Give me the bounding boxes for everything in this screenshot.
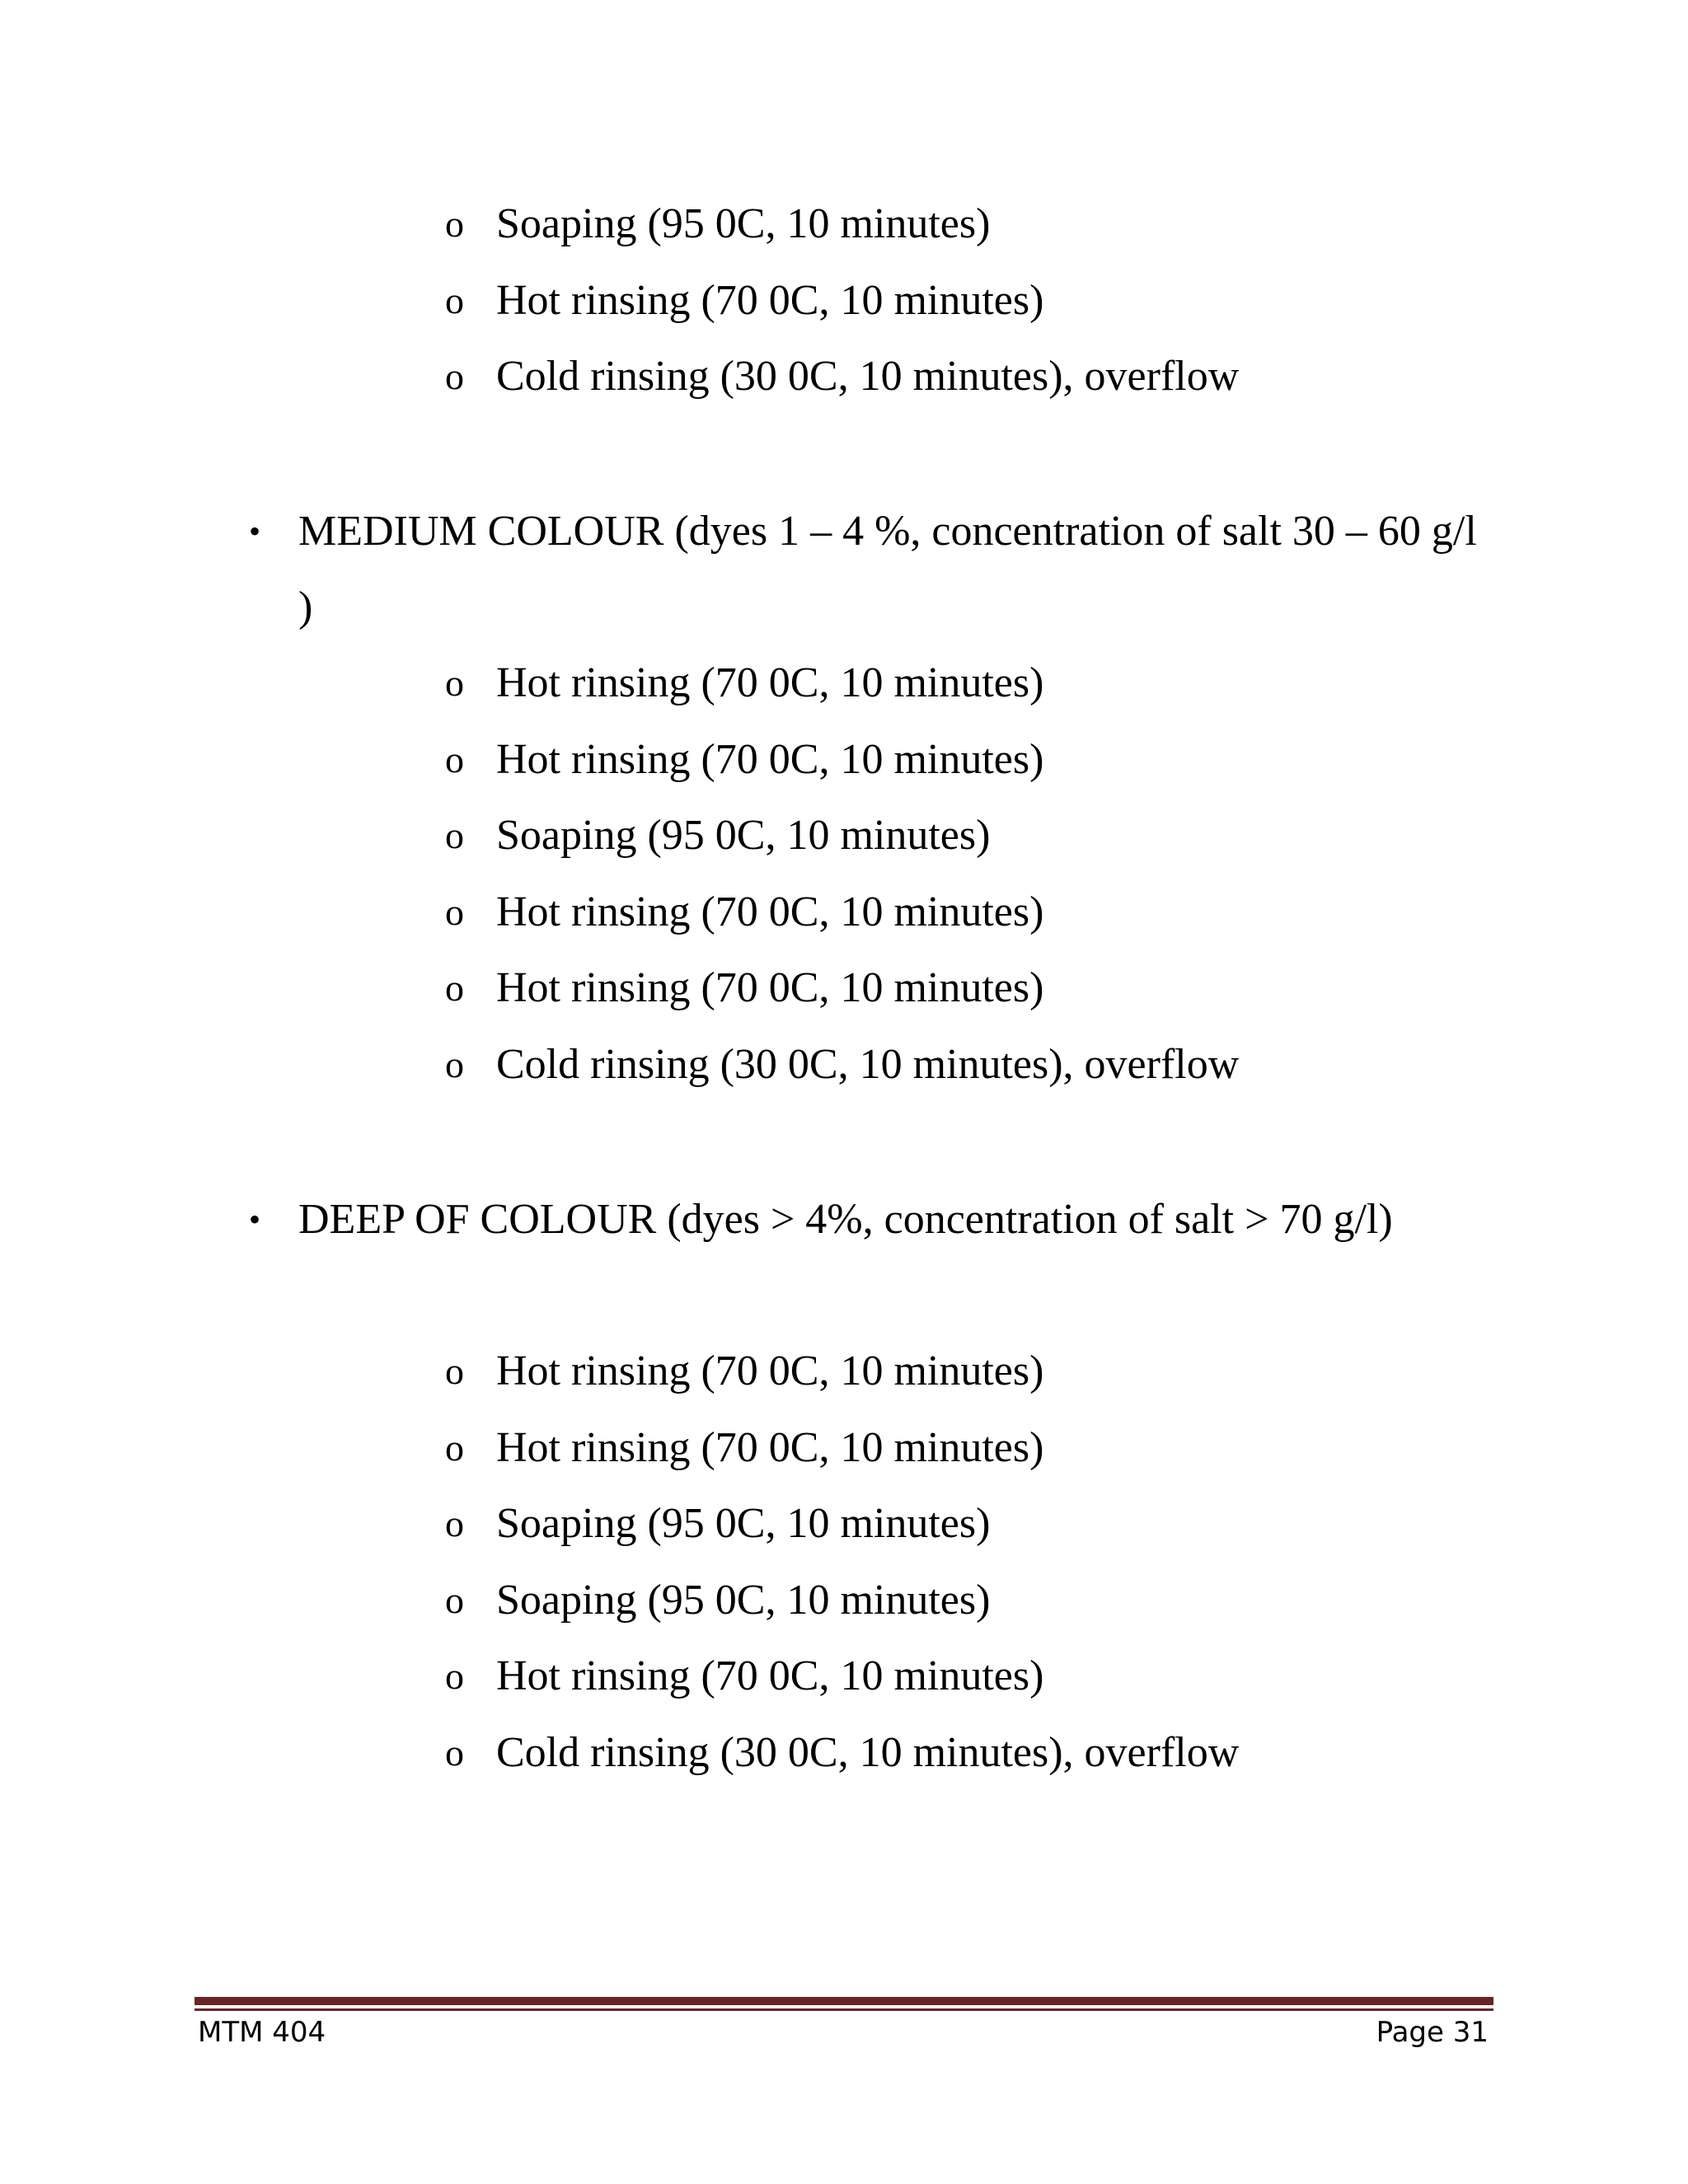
hollow-bullet-icon: o bbox=[445, 738, 464, 780]
bullet-icon: • bbox=[249, 513, 261, 550]
hollow-bullet-icon: o bbox=[445, 355, 464, 397]
heading-text: DEEP OF COLOUR (dyes > 4%, concentration of salt > 70 g/l) bbox=[298, 1196, 1393, 1243]
bullet-icon: • bbox=[249, 1201, 261, 1238]
list-item-text: Cold rinsing (30 0C, 10 minutes), overflow bbox=[496, 1728, 1240, 1776]
list-item-text: Cold rinsing (30 0C, 10 minutes), overflow bbox=[496, 353, 1240, 400]
list-item-text: Hot rinsing (70 0C, 10 minutes) bbox=[496, 659, 1044, 706]
list-item-text: Hot rinsing (70 0C, 10 minutes) bbox=[496, 964, 1044, 1011]
footer-rule-thin bbox=[195, 2008, 1493, 2011]
list-item-text: Soaping (95 0C, 10 minutes) bbox=[496, 812, 991, 859]
hollow-bullet-icon: o bbox=[445, 662, 464, 704]
list-item-text: Cold rinsing (30 0C, 10 minutes), overflow bbox=[496, 1040, 1240, 1088]
hollow-bullet-icon: o bbox=[445, 1655, 464, 1697]
list-item-text: Soaping (95 0C, 10 minutes) bbox=[496, 1500, 991, 1547]
hollow-bullet-icon: o bbox=[445, 1578, 464, 1621]
list-item-text: Soaping (95 0C, 10 minutes) bbox=[496, 1576, 991, 1624]
hollow-bullet-icon: o bbox=[445, 1350, 464, 1392]
hollow-bullet-icon: o bbox=[445, 814, 464, 856]
heading-text: MEDIUM COLOUR (dyes 1 – 4 %, concentration of salt 30 – 60 g/l ) bbox=[298, 508, 1477, 630]
footer-rule-thick bbox=[195, 1997, 1493, 2005]
list-item-text: Hot rinsing (70 0C, 10 minutes) bbox=[496, 276, 1044, 324]
medium-colour-heading bbox=[239, 494, 1475, 645]
list-item-text: Hot rinsing (70 0C, 10 minutes) bbox=[496, 1652, 1044, 1699]
footer-course-code: MTM 404 bbox=[198, 2016, 326, 2049]
hollow-bullet-icon: o bbox=[445, 279, 464, 321]
list-item-text: Hot rinsing (70 0C, 10 minutes) bbox=[496, 1347, 1044, 1394]
footer-page-number: Page 31 bbox=[1376, 2016, 1489, 2049]
list-item-text: Hot rinsing (70 0C, 10 minutes) bbox=[496, 735, 1044, 783]
hollow-bullet-icon: o bbox=[445, 203, 464, 245]
hollow-bullet-icon: o bbox=[445, 1502, 464, 1544]
hollow-bullet-icon: o bbox=[445, 967, 464, 1009]
hollow-bullet-icon: o bbox=[445, 1731, 464, 1774]
hollow-bullet-icon: o bbox=[445, 1043, 464, 1085]
list-item-text: Soaping (95 0C, 10 minutes) bbox=[496, 200, 991, 247]
deep-colour-heading bbox=[239, 1182, 1475, 1258]
hollow-bullet-icon: o bbox=[445, 890, 464, 933]
hollow-bullet-icon: o bbox=[445, 1426, 464, 1469]
list-item-text: Hot rinsing (70 0C, 10 minutes) bbox=[496, 888, 1044, 935]
list-item-text: Hot rinsing (70 0C, 10 minutes) bbox=[496, 1423, 1044, 1471]
